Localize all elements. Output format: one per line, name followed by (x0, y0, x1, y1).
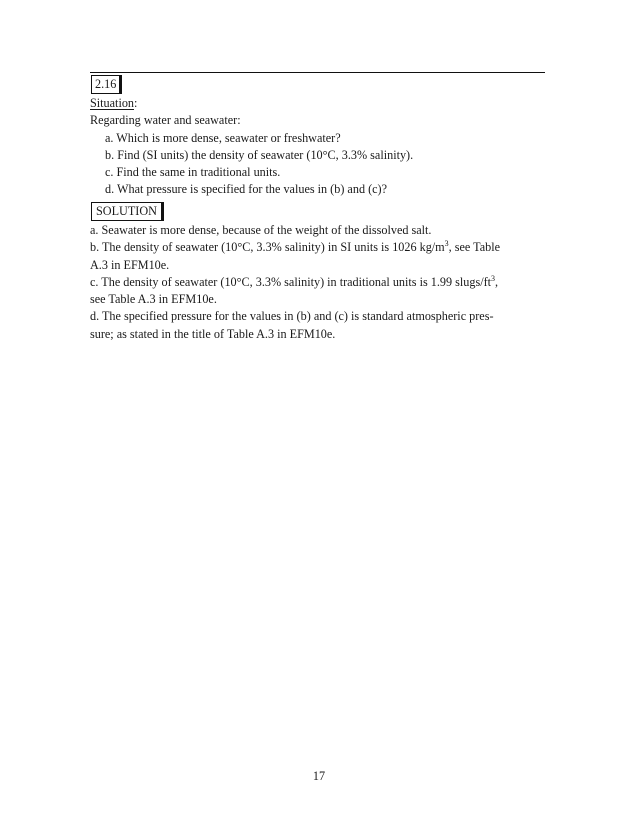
solution-section (90, 222, 548, 343)
situation-intro: Regarding water and seawater: (90, 113, 241, 128)
situation-section (90, 95, 548, 199)
solution-label-box (91, 202, 164, 221)
problem-number-box (91, 75, 122, 94)
answer-d-line-1: d. The specified pressure for the values in (b) and (c) is standard atmospheric pres- (90, 309, 494, 324)
situation-heading-line (90, 95, 548, 112)
answer-c-line-2: see Table A.3 in EFM10e. (90, 292, 217, 307)
answer-c (90, 274, 548, 309)
answer-b-line-1 (90, 239, 548, 256)
answer-b (90, 239, 548, 274)
answer-c-text: c. The density of seawater (10°C, 3.3% salinity) in traditional units is 1.99 slugs/ft (90, 274, 492, 289)
problem-number: 2.16 (95, 77, 117, 91)
page-number: 17 (312, 769, 326, 783)
situation-heading: Situation (90, 96, 135, 110)
situation-item-c: c. Find the same in traditional units. (105, 165, 281, 180)
situation-item-a: a. Which is more dense, seawater or freshwater? (105, 130, 341, 145)
answer-a: a. Seawater is more dense, because of the weight of the dissolved salt. (90, 223, 432, 237)
answer-b-superscript: 3 (444, 239, 449, 249)
answer-b-text-end: , see Table (448, 240, 501, 255)
answer-d (90, 308, 548, 343)
answer-b-text: b. The density of seawater (10°C, 3.3% salinity) in SI units is 1026 kg/m (90, 240, 445, 255)
situation-item-b: b. Find (SI units) the density of seawater (10°C, 3.3% salinity). (105, 147, 414, 162)
situation-heading-colon: : (134, 96, 138, 110)
answer-d-line-2: sure; as stated in the title of Table A.3 in EFM10e. (90, 326, 336, 341)
situation-item-d: d. What pressure is specified for the values in (b) and (c)? (105, 182, 388, 197)
answer-c-superscript: 3 (491, 273, 496, 283)
answer-c-text-end: , (495, 274, 499, 289)
answer-b-line-2: A.3 in EFM10e. (90, 257, 170, 272)
answer-c-line-1 (90, 274, 548, 291)
solution-label: SOLUTION (96, 204, 157, 218)
top-rule (90, 72, 545, 73)
